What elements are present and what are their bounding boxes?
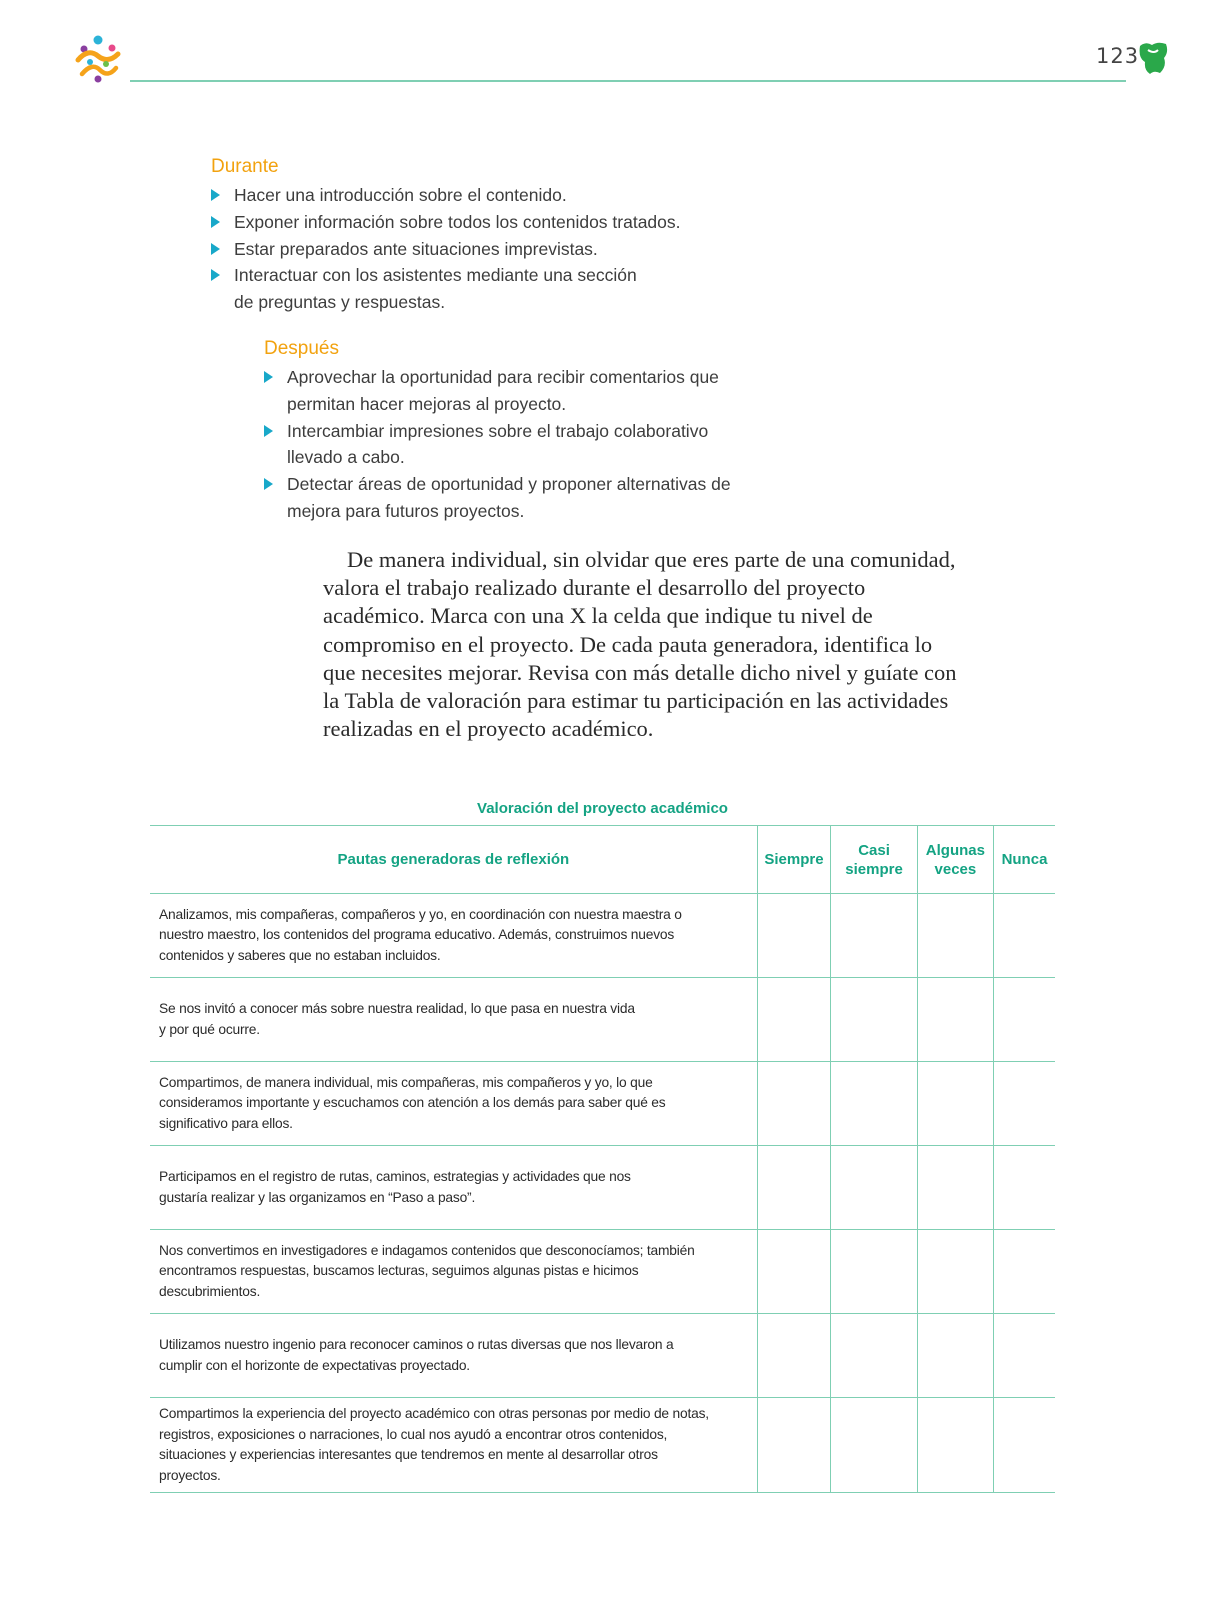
nunca-cell[interactable] xyxy=(993,1062,1055,1146)
table-row xyxy=(150,1398,1055,1493)
criteria-cell: Utilizamos nuestro ingenio para reconocer caminos o rutas diversas que nos llevaron a cumplir con el horizonte de expectativas proyectado. xyxy=(150,1314,757,1398)
list-item: Estar preparados ante situaciones imprevistas. xyxy=(211,236,731,263)
criteria-cell: Analizamos, mis compañeras, compañeros y yo, en coordinación con nuestra maestra o nuestro maestro, los contenidos del programa educativo. Además, construimos nuevos contenidos y saberes que no estaban incluidos. xyxy=(150,894,757,978)
header-rule xyxy=(130,80,1126,82)
casi-siempre-cell[interactable] xyxy=(831,1398,918,1493)
algunas-veces-cell[interactable] xyxy=(917,1314,993,1398)
durante-list xyxy=(211,182,731,316)
criteria-cell: Participamos en el registro de rutas, caminos, estrategias y actividades que nos gustaría realizar y las organizamos en “Paso a paso”. xyxy=(150,1146,757,1230)
list-item: Exponer información sobre todos los contenidos tratados. xyxy=(211,209,731,236)
algunas-veces-cell[interactable] xyxy=(917,1146,993,1230)
nunca-cell[interactable] xyxy=(993,1398,1055,1493)
nunca-cell[interactable] xyxy=(993,894,1055,978)
siempre-cell[interactable] xyxy=(757,1146,831,1230)
table-row xyxy=(150,1062,1055,1146)
header-criteria: Pautas generadoras de reflexión xyxy=(150,826,757,894)
table-row xyxy=(150,1314,1055,1398)
casi-siempre-cell[interactable] xyxy=(831,1146,918,1230)
list-item: Interactuar con los asistentes mediante una sección de preguntas y respuestas. xyxy=(211,262,651,316)
book-series-logo-icon xyxy=(72,34,124,84)
algunas-veces-cell[interactable] xyxy=(917,1398,993,1493)
despues-list xyxy=(264,364,744,525)
table-row xyxy=(150,1146,1055,1230)
criteria-cell: Compartimos la experiencia del proyecto académico con otras personas por medio de notas, registros, exposiciones o narraciones, lo cual nos ayudó a encontrar otros contenidos, situaciones y experiencias interesantes que tendremos en mente al desarrollar otros proyectos. xyxy=(150,1398,757,1493)
bullet-arrow-icon xyxy=(211,243,220,255)
casi-siempre-cell[interactable] xyxy=(831,1230,918,1314)
bullet-arrow-icon xyxy=(264,371,273,383)
nunca-cell[interactable] xyxy=(993,1314,1055,1398)
green-map-icon xyxy=(1136,40,1170,76)
algunas-veces-cell[interactable] xyxy=(917,1062,993,1146)
bullet-arrow-icon xyxy=(211,269,220,281)
nunca-cell[interactable] xyxy=(993,1146,1055,1230)
bullet-arrow-icon xyxy=(211,216,220,228)
table-header-row xyxy=(150,826,1055,894)
despues-section xyxy=(264,338,764,525)
siempre-cell[interactable] xyxy=(757,1230,831,1314)
durante-title: Durante xyxy=(211,156,279,177)
list-item: Intercambiar impresiones sobre el trabajo colaborativo llevado a cabo. xyxy=(264,418,744,472)
header-nunca: Nunca xyxy=(993,826,1055,894)
header-algunas-veces: Algunas veces xyxy=(917,826,993,894)
bullet-arrow-icon xyxy=(264,425,273,437)
bullet-arrow-icon xyxy=(211,189,220,201)
algunas-veces-cell[interactable] xyxy=(917,1230,993,1314)
criteria-cell: Compartimos, de manera individual, mis compañeras, mis compañeros y yo, lo que consideramos importante y escuchamos con atención a los demás para saber qué es significativo para ellos. xyxy=(150,1062,757,1146)
siempre-cell[interactable] xyxy=(757,1314,831,1398)
algunas-veces-cell[interactable] xyxy=(917,894,993,978)
casi-siempre-cell[interactable] xyxy=(831,1314,918,1398)
nunca-cell[interactable] xyxy=(993,1230,1055,1314)
casi-siempre-cell[interactable] xyxy=(831,894,918,978)
durante-section xyxy=(211,156,731,316)
siempre-cell[interactable] xyxy=(757,1398,831,1493)
list-item: Detectar áreas de oportunidad y proponer alternativas de mejora para futuros proyectos. xyxy=(264,471,744,525)
algunas-veces-cell[interactable] xyxy=(917,978,993,1062)
list-item: Aprovechar la oportunidad para recibir comentarios que permitan hacer mejoras al proyecto. xyxy=(264,364,744,418)
valoracion-table xyxy=(150,825,1055,1493)
nunca-cell[interactable] xyxy=(993,978,1055,1062)
casi-siempre-cell[interactable] xyxy=(831,978,918,1062)
bullet-arrow-icon xyxy=(264,478,273,490)
instructions-paragraph: De manera individual, sin olvidar que eres parte de una comunidad, valora el trabajo realizado durante el desarrollo del proyecto académico. Marca con una X la celda que indique tu nivel de compromiso en el proyecto. De cada pauta generadora, identifica lo que necesites mejorar. Revisa con más detalle dicho nivel y guíate con la Tabla de valoración para estimar tu participación en las actividades realizadas en el proyecto académico. xyxy=(323,547,957,742)
table-row xyxy=(150,1230,1055,1314)
header-siempre: Siempre xyxy=(757,826,831,894)
table-row xyxy=(150,978,1055,1062)
criteria-cell: Nos convertimos en investigadores e indagamos contenidos que desconocíamos; también encontramos respuestas, buscamos lecturas, seguimos algunas pistas e hicimos descubrimientos. xyxy=(150,1230,757,1314)
siempre-cell[interactable] xyxy=(757,978,831,1062)
table-title: Valoración del proyecto académico xyxy=(477,800,728,817)
siempre-cell[interactable] xyxy=(757,1062,831,1146)
header-casi-siempre: Casi siempre xyxy=(831,826,918,894)
casi-siempre-cell[interactable] xyxy=(831,1062,918,1146)
siempre-cell[interactable] xyxy=(757,894,831,978)
list-item: Hacer una introducción sobre el contenido. xyxy=(211,182,731,209)
despues-title: Después xyxy=(264,338,339,359)
criteria-cell: Se nos invitó a conocer más sobre nuestra realidad, lo que pasa en nuestra vida y por qué ocurre. xyxy=(150,978,757,1062)
table-row xyxy=(150,894,1055,978)
page-number: 123 xyxy=(1096,44,1140,68)
